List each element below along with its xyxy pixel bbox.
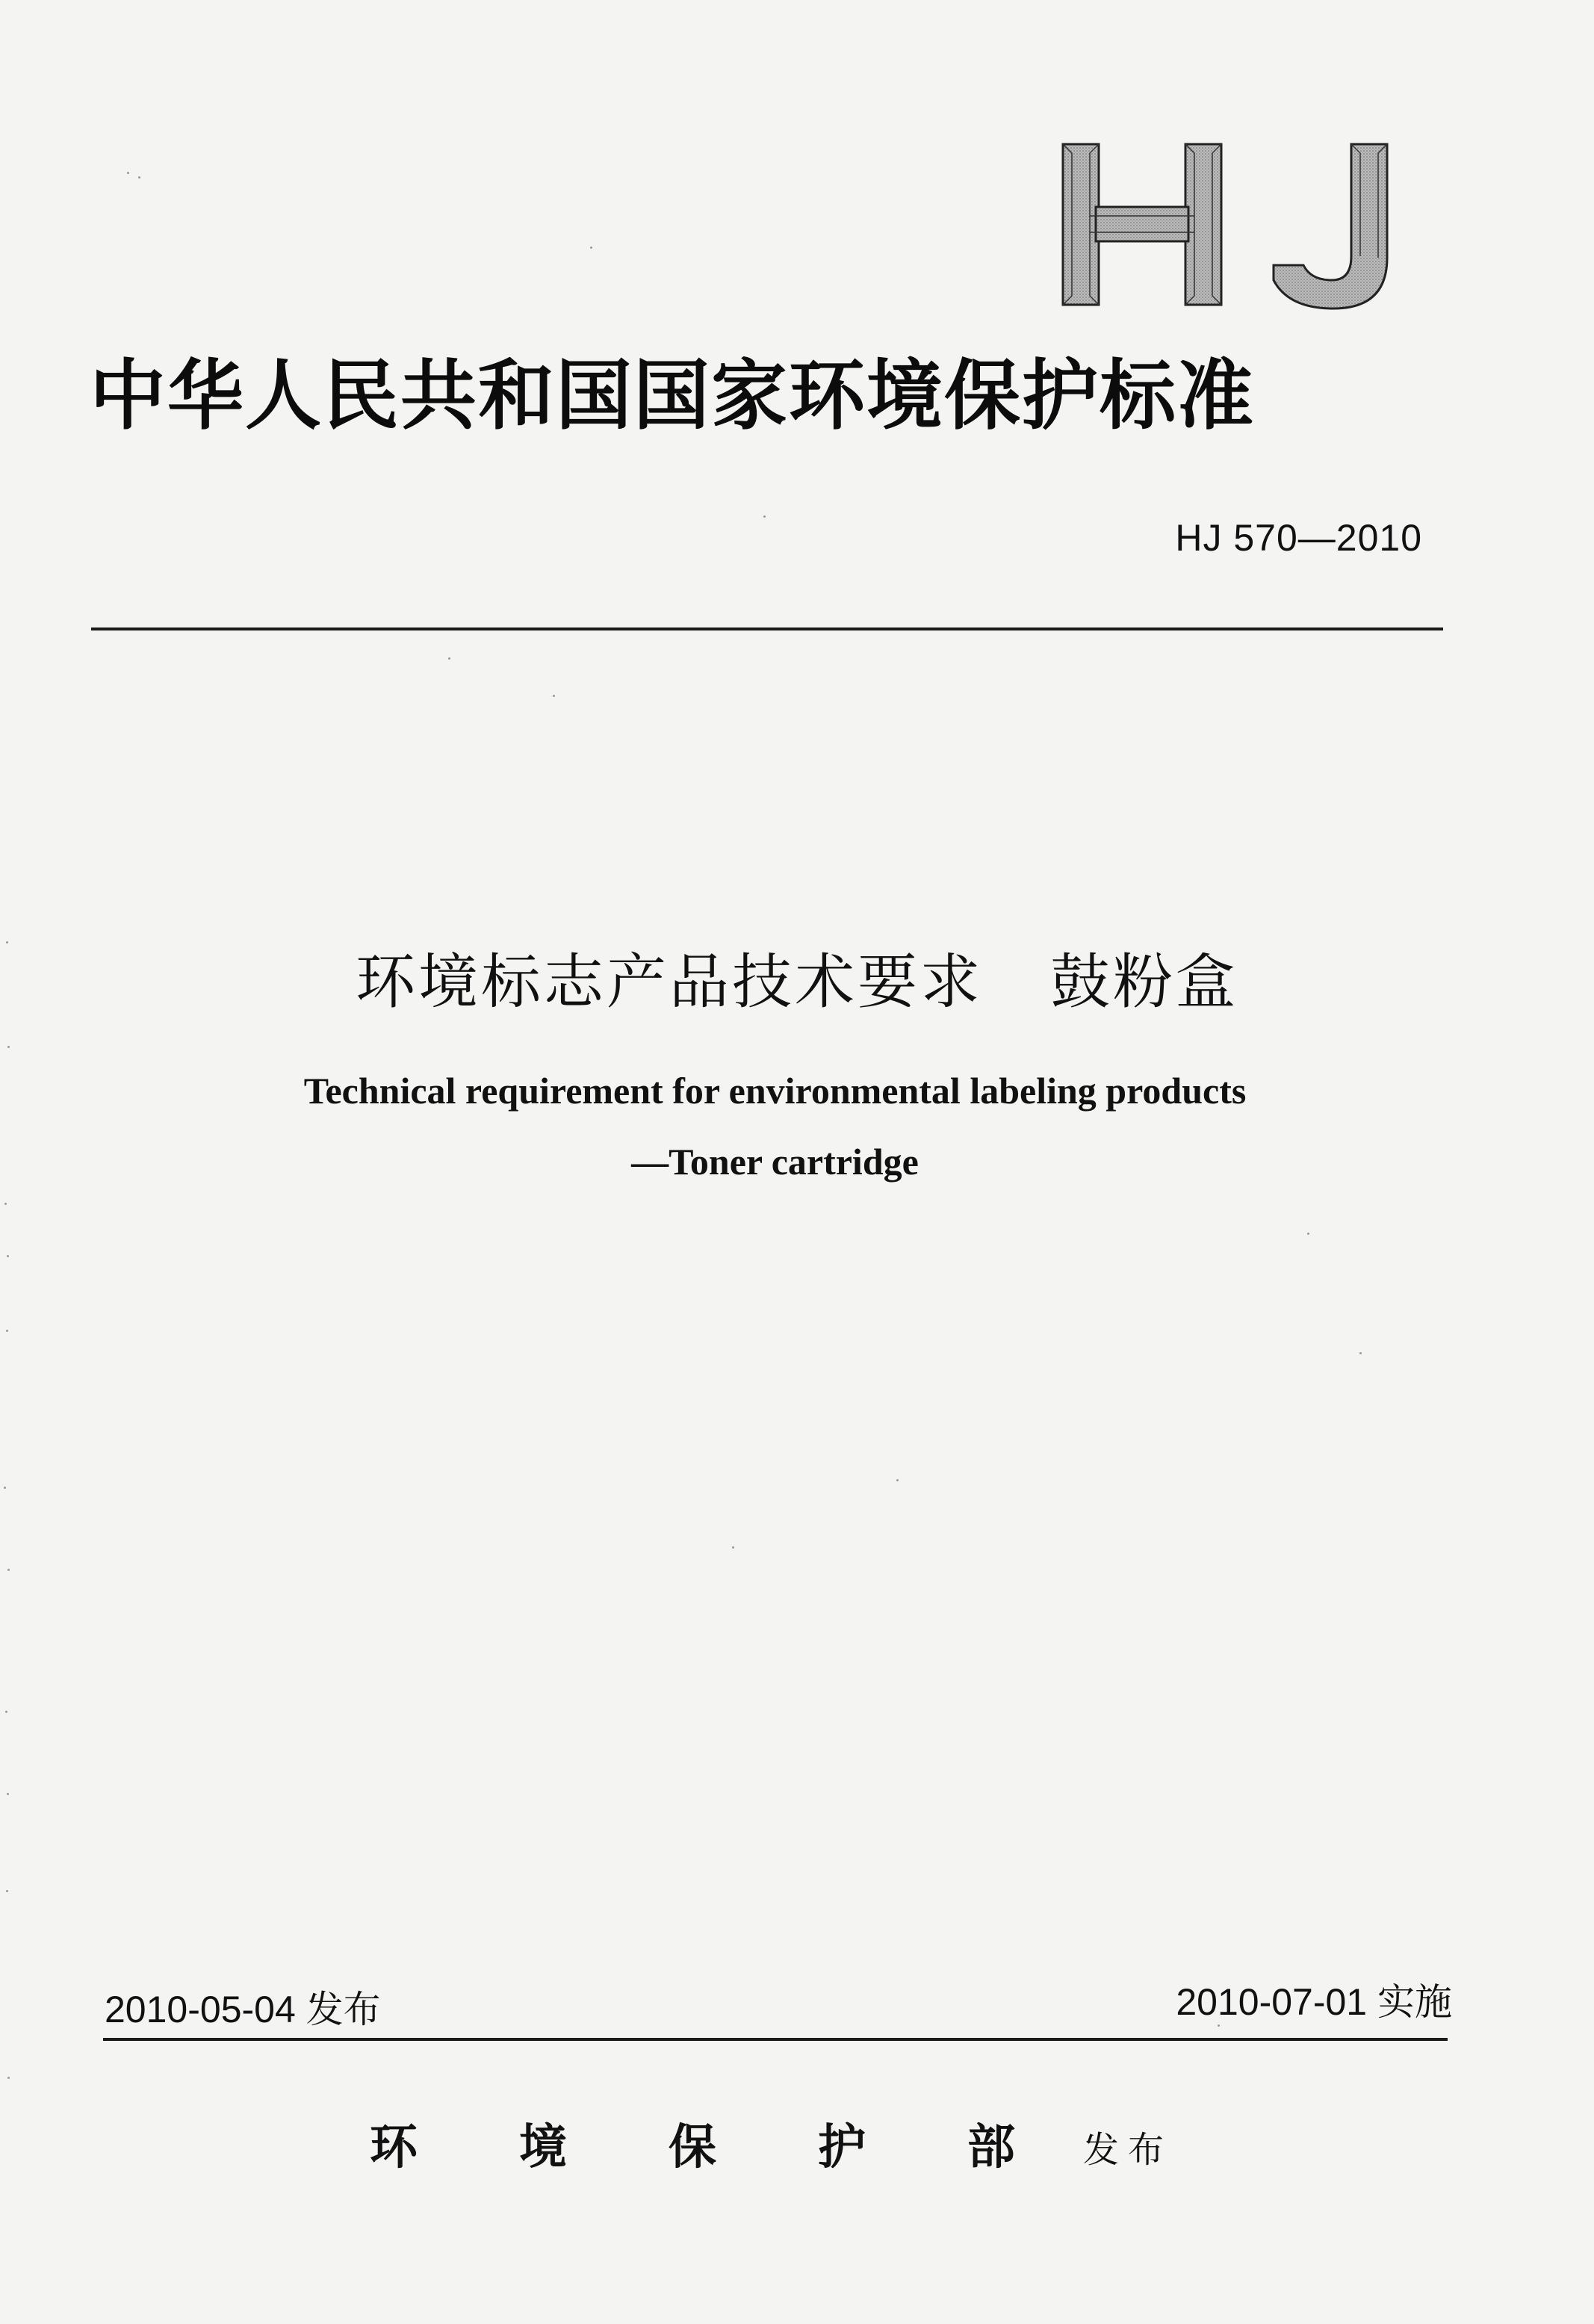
chinese-title-sub: 鼓粉盒 <box>1050 947 1238 1017</box>
publisher-name <box>370 2118 1015 2178</box>
chinese-title-main: 环境标志产品技术要求 <box>356 947 983 1017</box>
issue-date: 2010-05-04 发布 <box>105 1989 381 2030</box>
publisher-char: 护 <box>818 2119 866 2175</box>
implementation-date: 2010-07-01 实施 <box>1176 1981 1452 2023</box>
publisher-char: 环 <box>370 2119 418 2175</box>
standard-body-title: 中华人民共和国国家环境保护标准 <box>90 351 1255 441</box>
hj-logo-icon <box>1049 138 1408 317</box>
publisher-char: 保 <box>669 2119 716 2175</box>
standard-number: HJ 570—2010 <box>1175 517 1422 559</box>
english-title-line1: Technical requirement for environmental labeling products <box>303 1070 1247 1112</box>
publisher-suffix: 发布 <box>1083 2129 1173 2171</box>
publisher-char: 境 <box>519 2119 567 2175</box>
bottom-divider <box>103 2038 1448 2041</box>
english-title-line2: —Toner cartridge <box>631 1141 919 1183</box>
top-divider <box>91 628 1443 630</box>
publisher-char: 部 <box>967 2119 1015 2175</box>
chinese-title <box>0 945 1594 1020</box>
